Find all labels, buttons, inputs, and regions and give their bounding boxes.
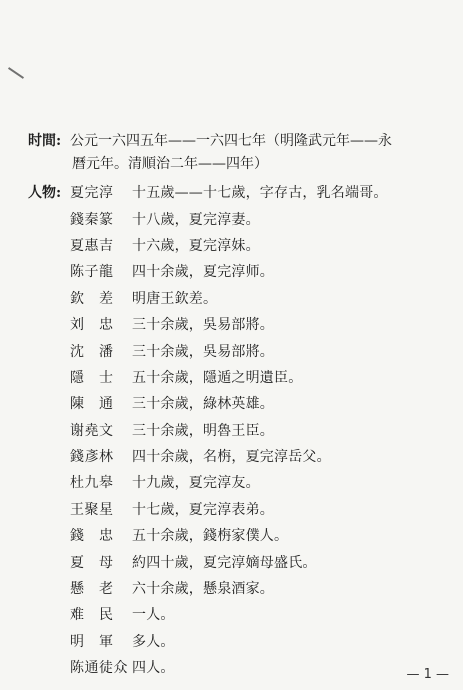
time-value-line2: 曆元年。清順治二年——四年） [72,156,268,172]
person-row [28,205,443,231]
person-name: 錢 忠 [70,528,114,545]
person-row [28,337,443,363]
person-row [28,522,443,548]
person-name: 懸 老 [70,581,114,598]
time-line [28,130,443,153]
person-row [28,311,443,337]
person-name: 沈 潘 [70,343,114,360]
person-desc: 多人。 [132,633,175,650]
person-desc: 四十余歲，夏完淳师。 [132,264,274,281]
person-name: 刘 忠 [70,317,114,334]
person-name: 隱 士 [70,369,114,386]
person-desc: 十七歲，夏完淳表弟。 [132,501,274,518]
person-row [28,496,443,522]
person-row [28,232,443,258]
person-name: 陈通徒众 [70,660,128,677]
time-value-line1: 公元一六四五年——一六四七年（明隆武元年——永 [70,133,392,149]
person-name: 錢彥林 [70,449,114,466]
person-row [28,179,443,205]
page-number: — 1 — [406,667,449,682]
person-name: 难 民 [70,607,114,624]
person-desc: 三十余歲，吳易部將。 [132,317,274,334]
time-section [28,130,443,176]
person-row [28,575,443,601]
persons-label: 人物: [28,185,62,202]
person-row [28,417,443,443]
person-desc: 三十余歲，綠林英雄。 [132,396,274,413]
person-name: 夏惠吉 [70,237,114,254]
time-label: 时間: [28,133,62,149]
persons-section [28,179,443,680]
person-name: 王聚星 [70,501,114,518]
person-name: 陳 通 [70,396,114,413]
person-desc: 十五歲——十七歲，字存古，乳名端哥。 [132,185,388,202]
person-row [28,364,443,390]
person-row [28,469,443,495]
person-row [28,601,443,627]
person-desc: 一人。 [132,607,175,624]
person-desc: 三十余歲，明魯王臣。 [132,422,274,439]
person-desc: 十六歲，夏完淳妹。 [132,237,260,254]
person-name: 谢堯文 [70,422,114,439]
person-desc: 三十余歲，吳易部將。 [132,343,274,360]
person-name: 陈子龍 [70,264,114,281]
person-name: 明 軍 [70,633,114,650]
person-desc: 四人。 [132,660,175,677]
person-desc: 約四十歲，夏完淳嫡母盛氏。 [132,554,317,571]
person-name: 杜九皋 [70,475,114,492]
person-desc: 明唐王欽差。 [132,290,218,307]
person-row [28,548,443,574]
person-name: 夏完淳 [70,185,114,202]
person-row [28,285,443,311]
person-name: 欽 差 [70,290,114,307]
person-name: 錢秦篆 [70,211,114,228]
person-row [28,258,443,284]
person-desc: 十九歲，夏完淳友。 [132,475,260,492]
person-row [28,390,443,416]
person-row [28,628,443,654]
person-desc: 五十余歲，隱遁之明遺臣。 [132,369,303,386]
person-desc: 四十余歲，名栴，夏完淳岳父。 [132,449,331,466]
person-row [28,654,443,680]
person-row [28,443,443,469]
person-desc: 六十余歲，懸泉酒家。 [132,581,274,598]
person-desc: 十八歲，夏完淳妻。 [132,211,260,228]
person-desc: 五十余歲，錢栴家僕人。 [132,528,289,545]
person-name: 夏 母 [70,554,114,571]
scan-mark [8,67,24,79]
